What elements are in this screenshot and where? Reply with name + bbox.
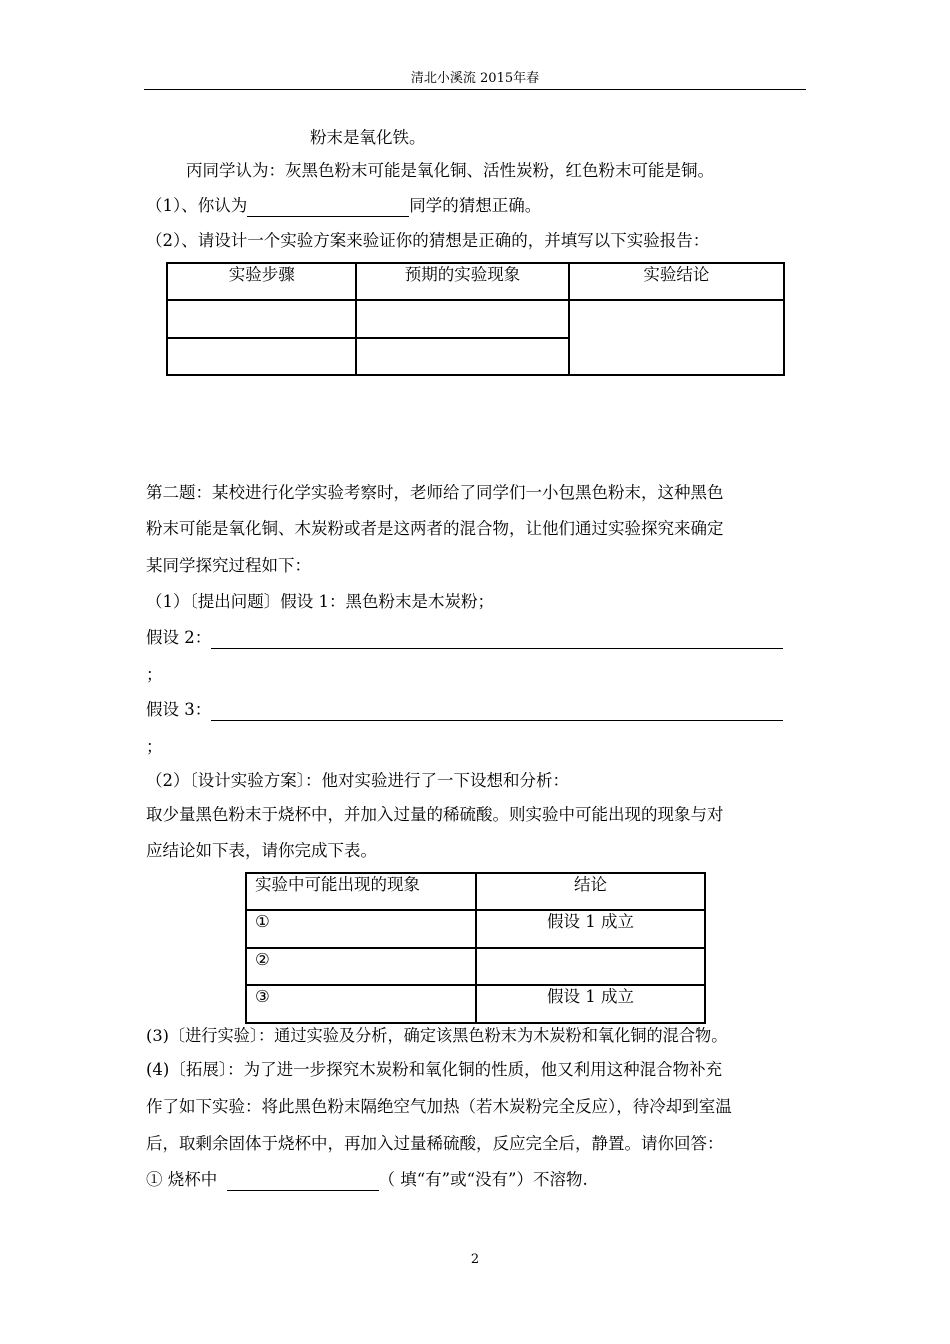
- table1-cell-phenomenon-1[interactable]: [356, 300, 568, 338]
- phenomena-conclusion-table: [245, 872, 706, 1024]
- page-header: 清北小溪流 2015年春: [410, 71, 540, 86]
- answer-1-suffix: （ 填“有”或“没有”）不溶物.: [378, 1170, 588, 1189]
- table1-header-steps: 实验步骤: [167, 263, 356, 300]
- problem2-intro-line3: 某同学探究过程如下：: [146, 556, 311, 575]
- table1-cell-step-2[interactable]: [167, 338, 356, 375]
- problem2-intro-line1: 第二题：某校进行化学实验考察时，老师给了同学们一小包黑色粉末，这种黑色: [146, 483, 724, 502]
- text-student-bing: 丙同学认为：灰黑色粉末可能是氧化铜、活性炭粉，红色粉末可能是铜。: [186, 161, 714, 180]
- hypothesis-2-label: 假设 2：: [146, 628, 212, 647]
- answer-blank-student[interactable]: [247, 198, 409, 217]
- experiment-report-table: [166, 262, 785, 376]
- table1-cell-step-1[interactable]: [167, 300, 356, 338]
- table1-cell-phenomenon-2[interactable]: [356, 338, 568, 375]
- table2-header-phenomenon: 实验中可能出现的现象: [246, 873, 476, 910]
- table2-row2-conclusion[interactable]: [476, 948, 705, 985]
- text-powder-iron-oxide: 粉末是氧化铁。: [310, 128, 426, 147]
- table2-header-conclusion: 结论: [476, 873, 705, 910]
- answer-1-blank[interactable]: [227, 1172, 379, 1191]
- step2-heading: （2）〔设计实验方案〕：他对实验进行了一下设想和分析：: [146, 771, 569, 790]
- table2-row1-phenomenon[interactable]: ①: [246, 910, 476, 948]
- problem2-intro-line2: 粉末可能是氧化铜、木炭粉或者是这两者的混合物，让他们通过实验探究来确定: [146, 519, 724, 538]
- table1-header-conclusion: 实验结论: [569, 263, 784, 300]
- header-rule: [144, 89, 806, 90]
- table1-header-phenomena: 预期的实验现象: [356, 263, 568, 300]
- hypothesis-2-blank[interactable]: [211, 630, 783, 649]
- step4-line1: (4)〔拓展〕：为了进一步探究木炭粉和氧化铜的性质，他又利用这种混合物补充: [146, 1060, 723, 1079]
- answer-1: [146, 1169, 588, 1191]
- page-number: 2: [470, 1252, 480, 1267]
- hypothesis-3: [146, 699, 783, 721]
- step4-line3: 后，取剩余固体于烧杯中，再加入过量稀硫酸，反应完全后，静置。请你回答：: [146, 1134, 724, 1153]
- table2-row2-phenomenon[interactable]: ②: [246, 948, 476, 985]
- hypothesis-2-semicolon: ；: [146, 665, 163, 684]
- table2-row3-conclusion: 假设 1 成立: [476, 985, 705, 1023]
- hypothesis-3-label: 假设 3：: [146, 700, 212, 719]
- answer-1-prefix: ① 烧杯中: [146, 1170, 223, 1189]
- step2-description-line1: 取少量黑色粉末于烧杯中，并加入过量的稀硫酸。则实验中可能出现的现象与对: [146, 805, 724, 824]
- step2-description-line2: 应结论如下表，请你完成下表。: [146, 841, 377, 860]
- table1-cell-conclusion[interactable]: [569, 300, 784, 375]
- step3-text: (3)〔进行实验〕：通过实验及分析，确定该黑色粉末为木炭粉和氧化铜的混合物。: [146, 1026, 728, 1045]
- hypothesis-3-semicolon: ；: [146, 737, 163, 756]
- table2-row1-conclusion: 假设 1 成立: [476, 910, 705, 948]
- question-1-prefix: （1）、你认为: [146, 196, 248, 215]
- hypothesis-2: [146, 627, 783, 649]
- question-2: （2）、请设计一个实验方案来验证你的猜想是正确的，并填写以下实验报告：: [146, 231, 710, 250]
- hypothesis-3-blank[interactable]: [211, 702, 783, 721]
- step4-line2: 作了如下实验：将此黑色粉末隔绝空气加热（若木炭粉完全反应），待冷却到室温: [146, 1097, 732, 1116]
- question-1-suffix: 同学的猜想正确。: [409, 196, 542, 215]
- question-1: [146, 195, 541, 217]
- step1-question: （1）〔提出问题〕假设 1：黑色粉末是木炭粉；: [146, 592, 494, 611]
- table2-row3-phenomenon[interactable]: ③: [246, 985, 476, 1023]
